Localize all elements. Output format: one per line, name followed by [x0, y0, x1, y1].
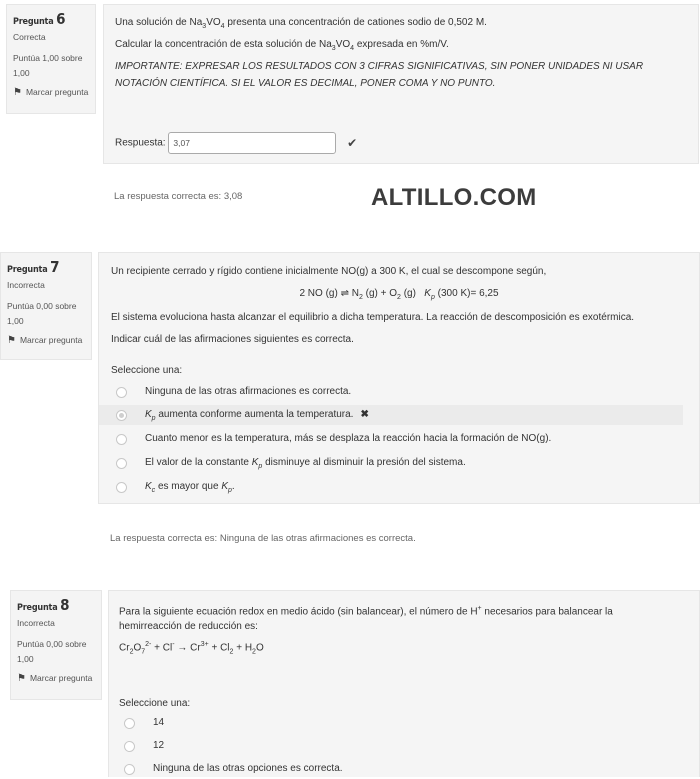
q7-right-answer: La respuesta correcta es: Ninguna de las otras afirmaciones es correcta. [110, 533, 416, 544]
q6-content-panel [103, 4, 699, 164]
radio-button[interactable] [116, 387, 127, 398]
flag-icon: ⚑ [13, 87, 22, 98]
q7-select-label: Seleccione una: [111, 365, 183, 376]
q6-text-1: Una solución de $Na_3VO_4$ presenta una concentración de cationes sodio de 0,502 M. [115, 17, 487, 30]
q8-grade: Puntúa 0,00 sobre 1,00 [17, 639, 87, 664]
q8-number: Pregunta 8 [17, 596, 70, 614]
q7-text-2: El sistema evoluciona hasta alcanzar el equilibrio a dicha temperatura. La reacción de descomposición es exotérmica. [111, 312, 635, 323]
q6-info-panel [6, 4, 96, 114]
q7-equation: 2 NO (g) ⇌ $N_2$ $(g) + O_2$ (g) $K_p$ (300 K)= 6,25 [299, 288, 499, 301]
q7-grade: Puntúa 0,00 sobre 1,00 [7, 301, 77, 326]
q8-text-1: Para la siguiente ecuación redox en medio ácido (sin balancear), el número de H+ necesarios para balancear la [119, 605, 613, 618]
q7-number: Pregunta 7 [7, 258, 60, 276]
q8-option-3[interactable]: Ninguna de las otras opciones es correcta. [109, 759, 699, 779]
q7-option-1[interactable]: Ninguna de las otras afirmaciones es correcta. [99, 382, 699, 402]
q7-flag-button[interactable]: ⚑ Marcar pregunta [7, 335, 83, 346]
q6-important-1: IMPORTANTE: EXPRESAR LOS RESULTADOS CON 3 CIFRAS SIGNIFICATIVAS, SIN PONER UNIDADES NI USAR [115, 61, 644, 72]
check-icon: ✔ [347, 136, 358, 150]
q7-info-panel [0, 252, 92, 360]
q6-state: Correcta [13, 32, 46, 42]
q8-content-panel [108, 590, 700, 777]
q7-content-panel [98, 252, 700, 504]
q8-equation: $Cr_2O_7^{2-} + Cl^- \to Cr^{3+} + Cl_2 + H_2O$ [119, 641, 264, 656]
radio-button[interactable] [116, 458, 127, 469]
q7-state: Incorrecta [7, 280, 45, 290]
radio-button[interactable] [124, 718, 135, 729]
q7-option-4[interactable]: El valor de la constante $K_p$ disminuye al disminuir la presión del sistema. [99, 453, 699, 473]
q6-answer-row [115, 132, 357, 154]
q8-option-2[interactable]: 12 [109, 736, 699, 756]
q8-option-1[interactable]: 14 [109, 713, 699, 733]
radio-button[interactable] [124, 741, 135, 752]
q7-text-3: Indicar cuál de las afirmaciones siguientes es correcta. [111, 334, 354, 345]
q8-info-panel [10, 590, 102, 700]
q6-grade: Puntúa 1,00 sobre 1,00 [13, 53, 83, 78]
radio-button[interactable] [116, 434, 127, 445]
q7-text-1: Un recipiente cerrado y rígido contiene inicialmente NO(g) a 300 K, el cual se descompone según, [111, 266, 547, 277]
q6-answer-label: Respuesta: [115, 137, 166, 149]
q6-text-2: Calcular la concentración de esta solución de $Na_3VO_4$ expresada en %m/V. [115, 39, 449, 52]
radio-button[interactable] [116, 482, 127, 493]
q6-flag-button[interactable]: ⚑ Marcar pregunta [13, 87, 89, 98]
q8-select-label: Seleccione una: [119, 698, 191, 709]
q6-number: Pregunta 6 [13, 10, 66, 28]
flag-icon: ⚑ [7, 335, 16, 346]
q8-text-2: hemirreacción de reducción es: [119, 621, 258, 632]
q6-right-answer: La respuesta correcta es: 3,08 [114, 191, 243, 202]
incorrect-icon: ✖ [360, 409, 369, 420]
q8-state: Incorrecta [17, 618, 55, 628]
radio-button[interactable] [124, 764, 135, 775]
q8-flag-button[interactable]: ⚑ Marcar pregunta [17, 673, 93, 684]
q6-important-2: NOTACIÓN CIENTÍFICA. SI EL VALOR ES DECIMAL, PONER COMA Y NO PUNTO. [115, 78, 496, 89]
radio-button-selected[interactable] [116, 410, 127, 421]
q7-option-5[interactable]: $K_c$ es mayor que $K_p$. [99, 477, 699, 497]
watermark: ALTILLO.COM [371, 184, 537, 211]
q7-option-3[interactable]: Cuanto menor es la temperatura, más se desplaza la reacción hacia la formación de NO(g). [99, 429, 699, 449]
flag-icon: ⚑ [17, 673, 26, 684]
q6-answer-input[interactable]: 3,07 [168, 132, 336, 154]
q7-option-2[interactable]: $K_p$ aumenta conforme aumenta la temperatura. ✖ [99, 405, 683, 425]
